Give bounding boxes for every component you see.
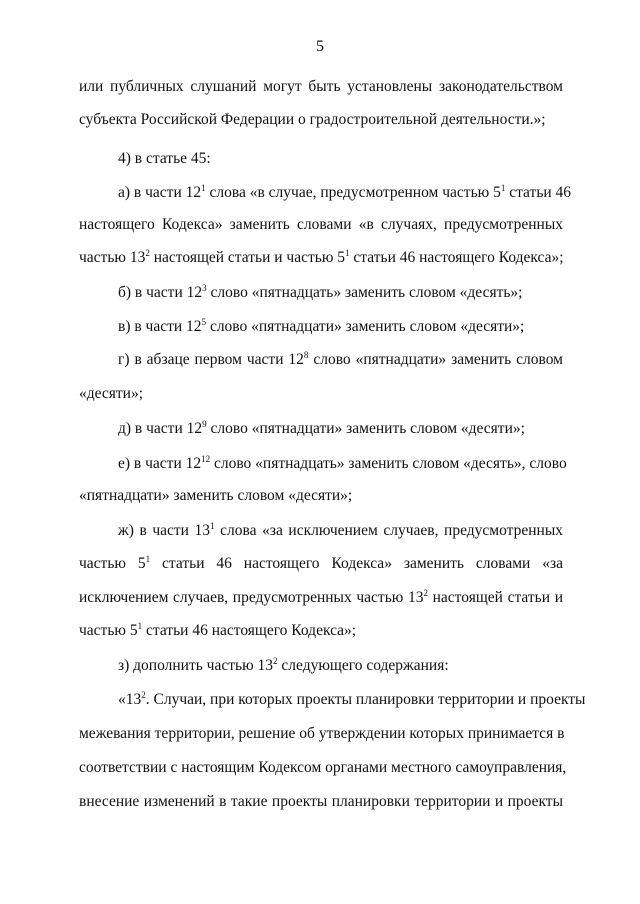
text-line: соответствии с настоящим Кодексом органами местного самоуправления, [79, 759, 567, 776]
text-line: исключением случаев, предусмотренных частью $13^2$ настоящей статьи и [79, 588, 563, 606]
text-line: частью $13^2$ настоящей статьи и частью $5^1$ статьи 46 настоящего Кодекса»; [79, 248, 564, 266]
text-line: частью $5^1$ статьи 46 настоящего Кодекса»; [79, 621, 357, 639]
text-line: г) в абзаце первом части $12^8$ слово «пятнадцати» заменить словом [118, 350, 563, 368]
text-line: «десяти»; [79, 385, 144, 402]
text-line: з) дополнить частью $13^2$ следующего содержания: [118, 656, 449, 674]
text-line: частью $5^1$ статьи 46 настоящего Кодекса» заменить словами «за [79, 554, 563, 572]
text-line: д) в части $12^9$ слово «пятнадцати» заменить словом «десяти»; [118, 419, 525, 437]
text-line: в) в части $12^5$ слово «пятнадцати» заменить словом «десяти»; [118, 317, 525, 335]
text-line: внесение изменений в такие проекты планировки территории и проекты [79, 793, 563, 810]
text-line: б) в части $12^3$ слово «пятнадцать» заменить словом «десять»; [118, 283, 523, 301]
text-line: «$13^2$. Случаи, при которых проекты планировки территории и проекты [118, 690, 586, 708]
text-line: 4) в статье 45: [118, 150, 211, 167]
text-line: «пятнадцати» заменить словом «десяти»; [79, 487, 353, 504]
text-line: а) в части $12^1$ слова «в случае, предусмотренном частью $5^1$ статьи 46 [118, 183, 572, 201]
text-line: настоящего Кодекса» заменить словами «в случаях, предусмотренных [79, 216, 563, 233]
text-line: ж) в части $13^1$ слова «за исключением случаев, предусмотренных [118, 521, 563, 539]
text-line: или публичных слушаний могут быть установлены законодательством [79, 78, 563, 95]
text-line: межевания территории, решение об утверждении которых принимается в [79, 725, 565, 742]
text-line: субъекта Российской Федерации о градостроительной деятельности.»; [79, 111, 546, 128]
text-line: е) в части $12^{12}$ слово «пятнадцать» заменить словом «десять», слово [118, 454, 567, 472]
page-number: 5 [316, 38, 324, 55]
